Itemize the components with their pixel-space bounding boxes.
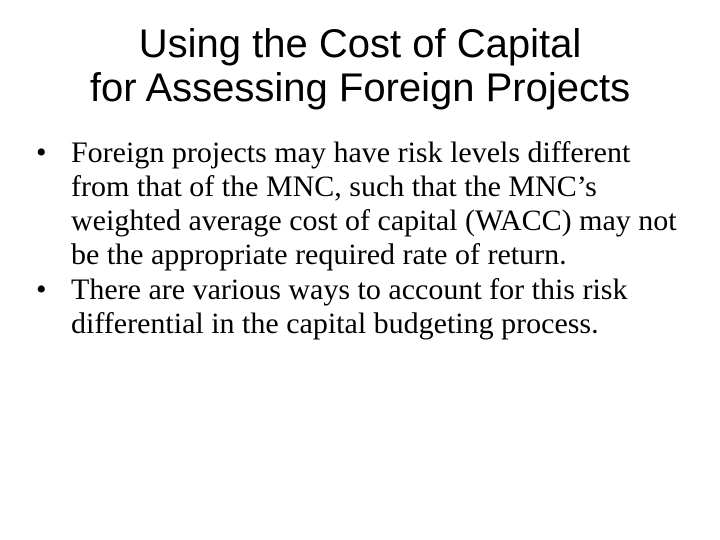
bullet-item bbox=[36, 136, 686, 272]
bullet-text: Foreign projects may have risk levels different from that of the MNC, such that the MNC’s weighted average cost of capital (WACC) may not be the appropriate required rate of return. bbox=[71, 136, 677, 271]
slide-title-line-2: for Assessing Foreign Projects bbox=[89, 66, 631, 110]
bullet-item bbox=[36, 273, 686, 341]
bullet-dot-icon: • bbox=[36, 136, 47, 169]
slide-title-line-1: Using the Cost of Capital bbox=[138, 22, 582, 66]
bullet-list bbox=[36, 136, 686, 342]
slide-title bbox=[40, 22, 680, 110]
bullet-text: There are various ways to account for this risk differential in the capital budgeting process. bbox=[71, 273, 628, 340]
bullet-dot-icon: • bbox=[36, 273, 47, 306]
